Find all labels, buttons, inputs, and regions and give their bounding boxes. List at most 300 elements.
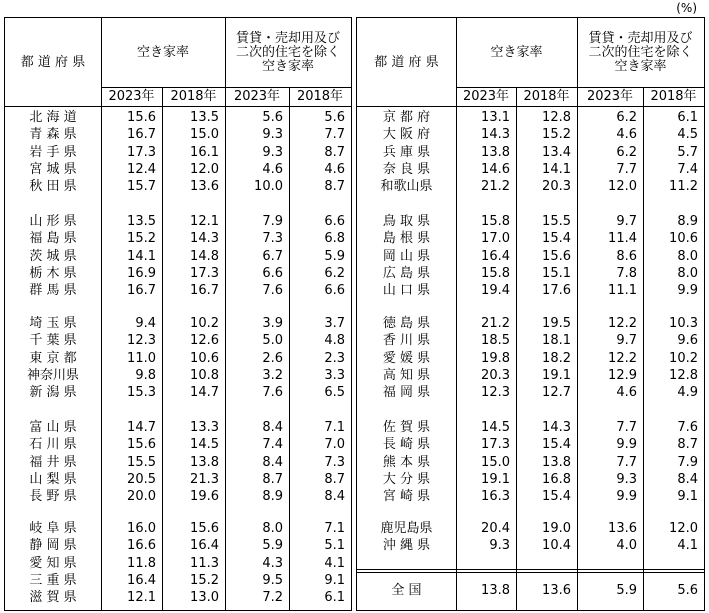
excluded-rate-2023: 7.6	[262, 283, 283, 299]
vacancy-rate-2023: 18.5	[481, 333, 510, 349]
prefecture-name: 佐 賀 県	[382, 420, 431, 435]
vacancy-rate-2023: 13.1	[481, 110, 510, 125]
vacancy-rate-2023: 11.0	[127, 350, 156, 366]
excluded-rate-2023: 11.4	[608, 231, 637, 247]
prefecture-name: 福 井 県	[29, 454, 77, 470]
vacancy-rate-2023: 12.1	[127, 590, 156, 606]
excluded-rate-2018: 3.7	[324, 316, 345, 331]
excluded-rate-2023: 10.0	[254, 179, 283, 195]
vacancy-rate-2023: 16.4	[481, 248, 510, 264]
vacancy-rate-2023: 16.9	[127, 265, 156, 281]
table-row	[357, 110, 704, 127]
excluded-rate-2023: 7.7	[616, 420, 637, 435]
national-row	[357, 583, 704, 601]
excluded-rate-2018: 4.6	[324, 161, 345, 177]
vacancy-rate-2023: 14.5	[481, 420, 510, 435]
excluded-rate-2018: 6.1	[677, 110, 698, 125]
table-row	[357, 162, 704, 179]
table-panel-right	[356, 17, 705, 611]
excluded-rate-2018: 8.4	[677, 471, 698, 487]
table-row	[5, 573, 351, 590]
table-row	[357, 179, 704, 196]
table-row	[5, 333, 351, 350]
vacancy-rate-2018: 11.3	[190, 555, 219, 571]
vacancy-rate-2023: 20.4	[481, 521, 510, 536]
vacancy-rate-2018: 15.4	[542, 437, 571, 453]
excluded-rate-2023: 9.7	[616, 333, 637, 349]
excluded-rate-2023: 5.0	[262, 333, 283, 349]
vacancy-rate-2023: 17.0	[481, 231, 510, 247]
excluded-rate-2023: 4.0	[616, 538, 637, 554]
excluded-rate-2018: 7.4	[677, 161, 698, 177]
excluded-rate-2018: 7.0	[324, 437, 345, 453]
vacancy-rate-2018: 16.7	[190, 283, 219, 299]
table-row	[5, 351, 351, 368]
vacancy-rate-2023: 9.8	[135, 367, 156, 383]
vacancy-rate-2023: 15.0	[481, 454, 510, 470]
excluded-rate-2023: 13.6	[608, 521, 637, 536]
prefecture-name: 千 葉 県	[29, 333, 77, 349]
table-row	[357, 368, 704, 385]
vacancy-rate-2018: 12.8	[542, 110, 571, 125]
year-header: 2023年	[462, 89, 510, 104]
vacancy-rate-2018: 19.0	[542, 521, 571, 536]
vacancy-rate-2023: 11.8	[127, 555, 156, 571]
vacancy-rate-2023: 15.8	[481, 214, 510, 229]
excluded-rate-2018: 6.1	[324, 590, 345, 606]
prefecture-name: 秋 田 県	[29, 179, 77, 195]
vacancy-rate-2023: 20.0	[127, 489, 156, 505]
vacancy-rate-2018: 13.8	[542, 454, 571, 470]
vacancy-rate-2018: 19.5	[542, 316, 571, 331]
table-row	[357, 231, 704, 248]
excluded-rate-2023: 4.6	[616, 385, 637, 401]
excluded-rate-2018: 8.4	[324, 489, 345, 505]
excluded-rate-2023: 7.7	[616, 454, 637, 470]
vacancy-rate-2018: 10.4	[542, 538, 571, 554]
table-row	[357, 145, 704, 162]
header-bottom-rule	[5, 106, 351, 107]
prefecture-name: 青 森 県	[29, 127, 77, 143]
table-row	[357, 472, 704, 489]
excluded-rate-2018: 4.9	[677, 385, 698, 401]
prefecture-name: 岐 阜 県	[29, 521, 77, 536]
vacancy-rate-2018: 13.8	[190, 454, 219, 470]
table-row	[5, 179, 351, 196]
vacancy-rate-2023: 13.8	[481, 144, 510, 160]
excluded-rate-2023: 8.0	[262, 521, 283, 536]
vacancy-rate-2018: 12.7	[542, 385, 571, 401]
vacancy-rate-2018: 15.2	[190, 572, 219, 588]
excluded-rate-2023: 6.6	[262, 265, 283, 281]
excluded-rate-2023: 6.2	[616, 144, 637, 160]
excluded-rate-2023: 8.7	[262, 471, 283, 487]
prefecture-name: 愛 媛 県	[382, 350, 431, 366]
excluded-rate-2018: 4.1	[677, 538, 698, 554]
table-row	[357, 333, 704, 350]
vacancy-rate-2018: 19.6	[190, 489, 219, 505]
prefecture-name: 広 島 県	[382, 265, 431, 281]
excluded-rate-2018: 6.5	[324, 385, 345, 401]
prefecture-name: 新 潟 県	[29, 385, 77, 401]
excluded-rate-2023: 8.9	[262, 489, 283, 505]
prefecture-name: 岩 手 県	[29, 144, 77, 160]
national-top-rule-inner	[357, 572, 704, 573]
vacancy-rate-2023: 17.3	[481, 437, 510, 453]
excluded-rate-2018: 5.6	[324, 110, 345, 125]
excluded-rate-2023: 2.6	[262, 350, 283, 366]
excluded-rate-2023: 4.3	[262, 555, 283, 571]
vacancy-rate-2023: 12.3	[481, 385, 510, 401]
table-row	[5, 249, 351, 266]
vacancy-rate-2018: 12.0	[190, 161, 219, 177]
prefecture-name: 三 重 県	[29, 572, 77, 588]
prefecture-name: 熊 本 県	[382, 454, 431, 470]
vacancy-rate-2023: 14.1	[127, 248, 156, 264]
national-label: 全 国	[391, 583, 422, 598]
table-row	[357, 316, 704, 333]
vacancy-rate-2018: 13.6	[190, 179, 219, 195]
year-header: 2018年	[650, 89, 697, 104]
prefecture-name: 岡 山 県	[382, 248, 431, 264]
excluded-rate-2023: 9.9	[616, 489, 637, 505]
table-row	[5, 127, 351, 144]
excluded-rate-2018: 5.9	[324, 248, 345, 264]
prefecture-name: 島 根 県	[382, 231, 431, 247]
excluded-rate-2023: 11.1	[608, 283, 637, 299]
vacancy-rate-2023: 15.8	[481, 265, 510, 281]
prefecture-name: 宮 城 県	[29, 161, 77, 177]
vacancy-rate-2023: 16.4	[127, 572, 156, 588]
table-row	[357, 249, 704, 266]
excluded-rate-2023: 12.2	[608, 316, 637, 331]
vacancy-rate-2018: 15.5	[542, 214, 571, 229]
prefecture-name: 長 野 県	[29, 489, 77, 505]
table-row	[5, 316, 351, 333]
year-header: 2023年	[108, 89, 155, 104]
year-header: 2018年	[296, 89, 344, 104]
excluded-rate-2018: 10.2	[669, 350, 698, 366]
excluded-vacancy-rate-header: 賃貸・売却用及び二次的住宅を除く空き家率	[235, 30, 340, 74]
excluded-rate-2023: 6.2	[616, 110, 637, 125]
column-divider	[577, 18, 578, 87]
excluded-rate-2018: 9.9	[677, 283, 698, 299]
vacancy-rate-2018: 15.0	[190, 127, 219, 143]
vacancy-rate-2018: 10.2	[190, 316, 219, 331]
prefecture-name: 宮 崎 県	[382, 489, 431, 505]
vacancy-rate-2018: 12.6	[190, 333, 219, 349]
year-header: 2018年	[170, 89, 217, 104]
prefecture-name: 埼 玉 県	[29, 316, 77, 331]
excluded-rate-2018: 6.2	[324, 265, 345, 281]
prefecture-name: 石 川 県	[29, 437, 77, 453]
vacancy-rate-2018: 12.1	[190, 214, 219, 229]
excluded-rate-2018: 8.0	[677, 265, 698, 281]
prefecture-name: 富 山 県	[29, 420, 77, 435]
vacancy-rate-2018: 20.3	[542, 179, 571, 195]
table-row	[357, 420, 704, 437]
national-vacancy-rate-2023: 13.8	[481, 583, 510, 598]
excluded-rate-2018: 7.9	[677, 454, 698, 470]
vacancy-rate-2018: 14.8	[190, 248, 219, 264]
table-row	[357, 385, 704, 402]
vacancy-rate-2018: 14.7	[190, 385, 219, 401]
table-row	[5, 489, 351, 506]
vacancy-rate-header: 空き家率	[490, 45, 543, 60]
excluded-rate-2018: 11.2	[669, 179, 698, 195]
prefecture-header: 都 道 府 県	[20, 54, 86, 70]
excluded-rate-2023: 9.3	[262, 144, 283, 160]
table-row	[5, 266, 351, 283]
vacancy-rate-2023: 16.6	[127, 538, 156, 554]
unit-label: (%)	[676, 1, 697, 15]
table-row	[5, 556, 351, 573]
excluded-rate-2018: 6.6	[324, 283, 345, 299]
prefecture-name: 兵 庫 県	[382, 144, 431, 160]
vacancy-rate-2023: 16.7	[127, 283, 156, 299]
excluded-rate-2023: 4.6	[616, 127, 637, 143]
excluded-rate-2023: 7.4	[262, 437, 283, 453]
vacancy-rate-2023: 14.3	[481, 127, 510, 143]
prefecture-name: 静 岡 県	[29, 538, 77, 554]
prefecture-name: 栃 木 県	[29, 265, 77, 281]
excluded-rate-2023: 9.9	[616, 437, 637, 453]
excluded-rate-2018: 6.8	[324, 231, 345, 247]
prefecture-name: 奈 良 県	[382, 161, 431, 177]
prefecture-name: 福 島 県	[29, 231, 77, 247]
vacancy-rate-2018: 15.2	[542, 127, 571, 143]
excluded-rate-2023: 7.8	[616, 265, 637, 281]
vacancy-rate-2023: 15.7	[127, 179, 156, 195]
vacancy-rate-2023: 20.3	[481, 367, 510, 383]
prefecture-name: 鳥 取 県	[382, 214, 431, 229]
vacancy-rate-2023: 15.6	[127, 110, 156, 125]
table-row	[5, 145, 351, 162]
excluded-rate-2023: 7.7	[616, 161, 637, 177]
vacancy-rate-2023: 17.3	[127, 144, 156, 160]
excluded-rate-2018: 4.5	[677, 127, 698, 143]
vacancy-rate-2018: 18.2	[542, 350, 571, 366]
prefecture-name: 和歌山県	[380, 179, 433, 195]
excluded-rate-2018: 8.7	[324, 144, 345, 160]
prefecture-name: 長 崎 県	[382, 437, 431, 453]
excluded-rate-2023: 4.6	[262, 161, 283, 177]
column-divider	[225, 18, 226, 87]
excluded-rate-2023: 8.4	[262, 454, 283, 470]
prefecture-name: 北 海 道	[29, 110, 77, 125]
prefecture-name: 京 都 府	[382, 110, 431, 125]
vacancy-rate-2023: 15.2	[127, 231, 156, 247]
excluded-rate-2018: 3.3	[324, 367, 345, 383]
table-row	[357, 437, 704, 454]
excluded-rate-2023: 8.4	[262, 420, 283, 435]
excluded-rate-2023: 6.7	[262, 248, 283, 264]
vacancy-rate-2023: 21.2	[481, 179, 510, 195]
vacancy-rate-2023: 15.6	[127, 437, 156, 453]
table-panel-left	[4, 17, 352, 611]
vacancy-rate-2018: 10.8	[190, 367, 219, 383]
vacancy-rate-2018: 13.0	[190, 590, 219, 606]
excluded-rate-2023: 5.6	[262, 110, 283, 125]
vacancy-rate-2023: 14.7	[127, 420, 156, 435]
excluded-rate-2018: 7.6	[677, 420, 698, 435]
excluded-rate-2023: 7.6	[262, 385, 283, 401]
national-excluded-rate-2018: 5.6	[677, 583, 698, 598]
table-row	[5, 162, 351, 179]
excluded-rate-2023: 5.9	[262, 538, 283, 554]
table-row	[357, 283, 704, 300]
prefecture-name: 沖 縄 県	[382, 538, 431, 554]
excluded-rate-2018: 9.1	[677, 489, 698, 505]
vacancy-rate-2023: 15.3	[127, 385, 156, 401]
table-row	[357, 489, 704, 506]
prefecture-name: 山 口 県	[382, 283, 431, 299]
excluded-rate-2018: 8.9	[677, 214, 698, 229]
excluded-rate-2018: 9.6	[677, 333, 698, 349]
vacancy-rate-2023: 14.6	[481, 161, 510, 177]
vacancy-rate-2018: 15.6	[190, 521, 219, 536]
national-top-rule	[357, 569, 704, 570]
vacancy-rate-2018: 14.5	[190, 437, 219, 453]
excluded-rate-2018: 4.8	[324, 333, 345, 349]
vacancy-rate-2018: 15.4	[542, 489, 571, 505]
excluded-rate-2023: 7.9	[262, 214, 283, 229]
excluded-rate-2018: 10.3	[669, 316, 698, 331]
table-row	[5, 472, 351, 489]
table-row	[5, 420, 351, 437]
vacancy-rate-2018: 14.1	[542, 161, 571, 177]
excluded-rate-2018: 7.1	[324, 420, 345, 435]
excluded-rate-2018: 5.1	[324, 538, 345, 554]
table-row	[5, 437, 351, 454]
excluded-rate-2018: 8.7	[324, 179, 345, 195]
table-row	[357, 266, 704, 283]
prefecture-name: 鹿児島県	[380, 521, 433, 536]
year-header: 2023年	[586, 89, 634, 104]
excluded-rate-2023: 8.6	[616, 248, 637, 264]
vacancy-rate-2018: 17.3	[190, 265, 219, 281]
excluded-rate-2018: 9.1	[324, 572, 345, 588]
vacancy-rate-2023: 16.7	[127, 127, 156, 143]
table-row	[5, 455, 351, 472]
vacancy-rate-2018: 16.4	[190, 538, 219, 554]
excluded-rate-2023: 9.3	[616, 471, 637, 487]
vacancy-rate-2018: 19.1	[542, 367, 571, 383]
prefecture-name: 香 川 県	[382, 333, 431, 349]
prefecture-name: 大 阪 府	[382, 127, 431, 143]
prefecture-name: 徳 島 県	[382, 316, 431, 331]
prefecture-name: 群 馬 県	[29, 283, 77, 299]
table-row	[357, 521, 704, 538]
prefecture-name: 大 分 県	[382, 471, 431, 487]
vacancy-rate-2018: 13.5	[190, 110, 219, 125]
excluded-rate-2018: 8.7	[677, 437, 698, 453]
excluded-vacancy-rate-header: 賃貸・売却用及び二次的住宅を除く空き家率	[588, 30, 693, 74]
excluded-rate-2018: 5.7	[677, 144, 698, 160]
vacancy-rate-header: 空き家率	[136, 45, 189, 60]
vacancy-rate-2018: 13.4	[542, 144, 571, 160]
excluded-rate-2018: 10.6	[669, 231, 698, 247]
prefecture-header: 都 道 府 県	[374, 54, 439, 70]
vacancy-rate-2023: 19.1	[481, 471, 510, 487]
vacancy-rate-2023: 12.4	[127, 161, 156, 177]
prefecture-name: 茨 城 県	[29, 248, 77, 264]
vacancy-rate-2023: 9.3	[489, 538, 510, 554]
vacancy-rate-2018: 14.3	[190, 231, 219, 247]
excluded-rate-2018: 8.7	[324, 471, 345, 487]
vacancy-rate-2018: 13.3	[190, 420, 219, 435]
excluded-rate-2023: 12.9	[608, 367, 637, 383]
vacancy-rate-2018: 15.4	[542, 231, 571, 247]
vacancy-rate-2018: 17.6	[542, 283, 571, 299]
excluded-rate-2023: 9.3	[262, 127, 283, 143]
table-row	[5, 368, 351, 385]
excluded-rate-2023: 3.9	[262, 316, 283, 331]
table-row	[5, 385, 351, 402]
prefecture-name: 滋 賀 県	[29, 590, 77, 606]
prefecture-name: 神奈川県	[26, 367, 79, 383]
vacancy-rate-2018: 10.6	[190, 350, 219, 366]
excluded-rate-2018: 8.0	[677, 248, 698, 264]
excluded-rate-2018: 7.1	[324, 521, 345, 536]
table-row	[357, 214, 704, 231]
excluded-rate-2018: 12.8	[669, 367, 698, 383]
table-row	[357, 538, 704, 555]
excluded-rate-2023: 3.2	[262, 367, 283, 383]
table-row	[357, 351, 704, 368]
excluded-rate-2023: 9.7	[616, 214, 637, 229]
header-bottom-rule	[357, 106, 704, 107]
excluded-rate-2023: 7.3	[262, 231, 283, 247]
vacancy-rate-2023: 21.2	[481, 316, 510, 331]
excluded-rate-2023: 9.5	[262, 572, 283, 588]
vacancy-rate-2023: 12.3	[127, 333, 156, 349]
prefecture-name: 東 京 都	[29, 350, 77, 366]
table-row	[5, 521, 351, 538]
vacancy-rate-2023: 19.8	[481, 350, 510, 366]
table-row	[5, 231, 351, 248]
table-row	[357, 455, 704, 472]
vacancy-rate-2023: 20.5	[127, 471, 156, 487]
prefecture-name: 山 梨 県	[29, 471, 77, 487]
vacancy-rate-2018: 21.3	[190, 471, 219, 487]
year-header: 2018年	[523, 89, 570, 104]
vacancy-rate-2023: 13.5	[127, 214, 156, 229]
vacancy-rate-2023: 9.4	[135, 316, 156, 331]
vacancy-rate-2018: 14.3	[542, 420, 571, 435]
prefecture-name: 福 岡 県	[382, 385, 431, 401]
vacancy-rate-2023: 19.4	[481, 283, 510, 299]
excluded-rate-2018: 6.6	[324, 214, 345, 229]
vacancy-rate-2018: 16.8	[542, 471, 571, 487]
prefecture-name: 愛 知 県	[29, 555, 77, 571]
table-row	[5, 283, 351, 300]
prefecture-name: 高 知 県	[382, 367, 431, 383]
table-row	[5, 590, 351, 607]
national-excluded-rate-2023: 5.9	[616, 583, 637, 598]
vacancy-rate-2018: 15.1	[542, 265, 571, 281]
table-row	[5, 538, 351, 555]
table-row	[357, 127, 704, 144]
vacancy-rate-2018: 15.6	[542, 248, 571, 264]
vacancy-rate-2023: 15.5	[127, 454, 156, 470]
table-row	[5, 110, 351, 127]
excluded-rate-2023: 12.2	[608, 350, 637, 366]
vacancy-rate-2018: 16.1	[190, 144, 219, 160]
excluded-rate-2023: 12.0	[608, 179, 637, 195]
excluded-rate-2023: 7.2	[262, 590, 283, 606]
excluded-rate-2018: 4.1	[324, 555, 345, 571]
